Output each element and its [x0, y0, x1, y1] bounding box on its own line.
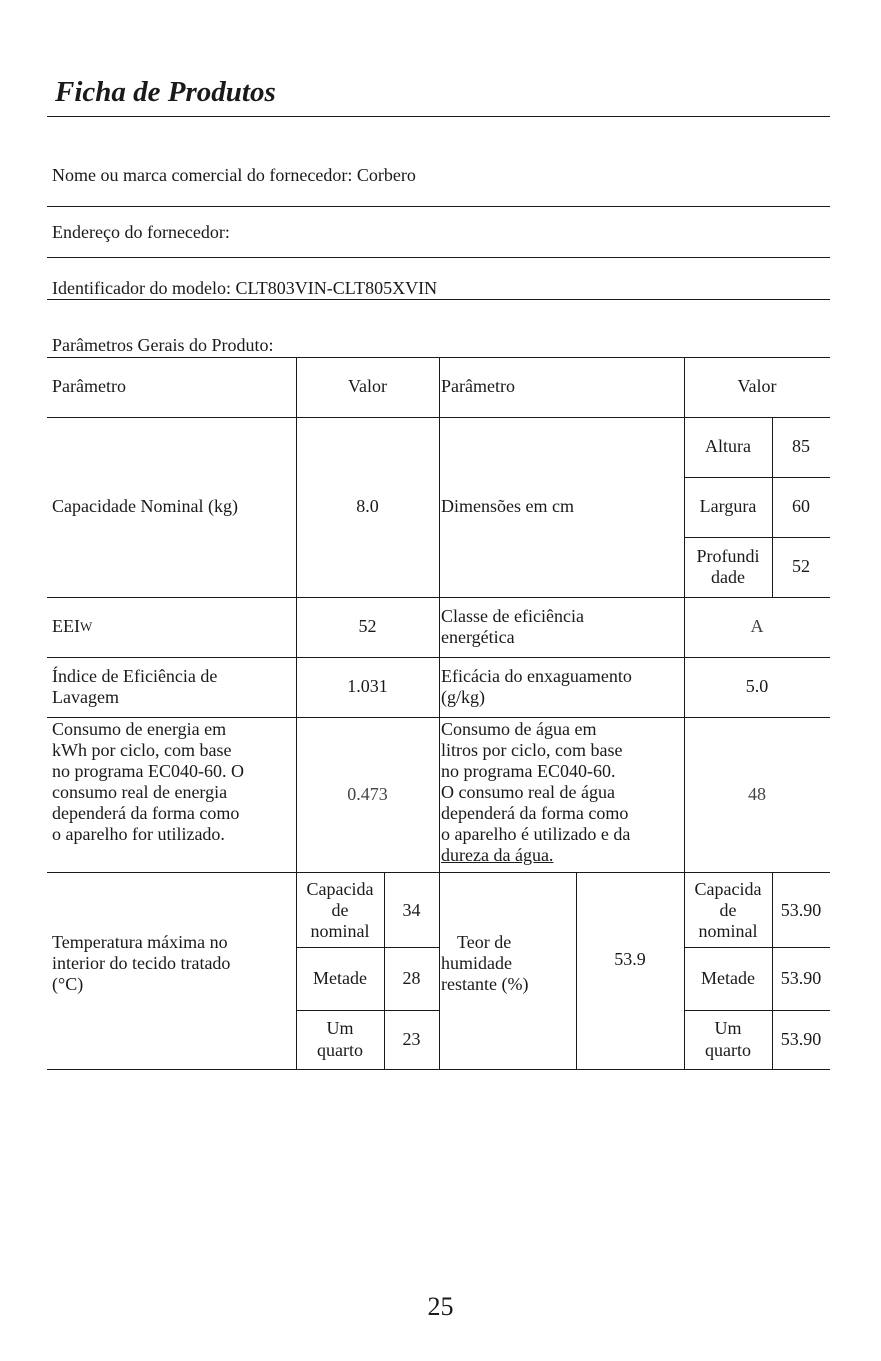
rinsing-effectiveness-label-line: Eficácia do enxaguamento	[441, 665, 632, 686]
moisture-quarter-label-line: quarto	[705, 1039, 751, 1060]
supplier-name: Nome ou marca comercial do fornecedor: Corbero	[52, 165, 416, 185]
rinsing-effectiveness-label-line: (g/kg)	[441, 687, 485, 707]
washing-efficiency-value: 1.031	[347, 676, 388, 697]
moisture-rated-label	[684, 874, 772, 947]
model-identifier: Identificador do modelo: CLT803VIN-CLT805XVIN	[52, 278, 438, 298]
washing-efficiency-label-line: Índice de Eficiência de	[52, 665, 218, 686]
temp-rated-value: 34	[402, 899, 421, 920]
energy-consumption-line: Consumo de energia em	[52, 719, 227, 739]
eeiw-label	[52, 597, 292, 657]
depth-value: 52	[792, 556, 810, 577]
water-consumption-line: dependerá da forma como	[441, 803, 629, 823]
moisture-label	[441, 930, 575, 996]
depth-label-line: Profundi	[696, 545, 760, 566]
water-consumption-line: no programa EC040-60.	[441, 761, 616, 781]
rinsing-effectiveness-value: 5.0	[745, 676, 769, 697]
depth-label-line: dade	[711, 567, 745, 587]
dimensions-label: Dimensões em cm	[441, 496, 574, 517]
energy-consumption-line: no programa EC040-60. O	[52, 761, 244, 781]
depth-label	[684, 537, 772, 597]
energy-class-label-line: energética	[441, 627, 515, 647]
height-value: 85	[792, 436, 810, 457]
max-temperature-label-line: interior do tecido tratado	[52, 952, 231, 973]
moisture-rated-label-line: nominal	[698, 921, 758, 941]
energy-consumption-line: o aparelho for utilizado.	[52, 824, 225, 844]
title-rule	[47, 116, 830, 117]
divider	[47, 257, 830, 258]
rated-capacity-value: 8.0	[356, 496, 379, 517]
max-temperature-label	[52, 930, 292, 996]
width-value: 60	[792, 496, 810, 517]
washing-efficiency-label-line: Lavagem	[52, 687, 119, 707]
water-consumption-label	[441, 719, 683, 872]
temp-quarter-value: 23	[402, 1028, 421, 1049]
temp-quarter-label	[296, 1010, 384, 1069]
divider	[47, 299, 830, 300]
water-consumption-line: litros por ciclo, com base	[441, 740, 623, 760]
temp-rated-label-line: de	[331, 900, 349, 920]
eeiw-value: 52	[358, 616, 377, 637]
moisture-rated-value: 53.90	[780, 899, 822, 920]
temp-rated-label-line: nominal	[310, 921, 370, 941]
moisture-quarter-label	[684, 1010, 772, 1069]
temp-rated-label	[296, 874, 384, 947]
temp-half-label: Metade	[313, 967, 367, 988]
max-temperature-label-line: (°C)	[52, 973, 84, 994]
energy-class-label	[441, 597, 681, 657]
energy-consumption-line: kWh por ciclo, com base	[52, 740, 232, 760]
moisture-half-value: 53.90	[780, 967, 822, 988]
energy-class-value: A	[750, 616, 764, 637]
washing-efficiency-label	[52, 657, 292, 717]
height-label: Altura	[705, 436, 751, 457]
energy-consumption-value: 0.473	[347, 783, 388, 804]
moisture-rated-label-line: de	[719, 900, 737, 920]
section-label: Parâmetros Gerais do Produto:	[52, 335, 274, 355]
moisture-value: 53.9	[614, 949, 646, 970]
moisture-rated-label-line: Capacida	[694, 879, 762, 899]
energy-consumption-line: consumo real de energia	[52, 782, 228, 802]
header-parameter-2: Parâmetro	[441, 376, 515, 397]
header-value-2: Valor	[737, 376, 777, 397]
table-rule	[47, 1069, 830, 1070]
moisture-label-line: humidade	[441, 952, 512, 973]
page-number: 25	[427, 1292, 454, 1321]
temp-quarter-label-line: Um	[326, 1018, 354, 1038]
temp-half-value: 28	[402, 967, 421, 988]
divider	[47, 206, 830, 207]
width-label: Largura	[699, 496, 757, 517]
rated-capacity-label: Capacidade Nominal (kg)	[52, 496, 238, 517]
water-consumption-line: dureza da água.	[441, 845, 554, 865]
temp-quarter-label-line: quarto	[317, 1039, 363, 1060]
eeiw-label-text: EEI	[52, 616, 80, 637]
moisture-label-line: Teor de	[457, 931, 512, 952]
water-consumption-line: o aparelho é utilizado e da	[441, 824, 631, 844]
temp-rated-label-line: Capacida	[306, 879, 374, 899]
water-consumption-line: Consumo de água em	[441, 719, 597, 739]
moisture-quarter-label-line: Um	[714, 1018, 742, 1038]
energy-consumption-label	[52, 719, 292, 845]
moisture-quarter-value: 53.90	[780, 1028, 822, 1049]
page-title: Ficha de Produtos	[55, 76, 276, 108]
table-col-line	[439, 357, 440, 1069]
max-temperature-label-line: Temperatura máxima no	[52, 931, 228, 952]
header-value-1: Valor	[348, 376, 387, 397]
supplier-address: Endereço do fornecedor:	[52, 222, 230, 242]
water-consumption-line: O consumo real de água	[441, 782, 615, 802]
moisture-half-label: Metade	[701, 967, 755, 988]
header-parameter-1: Parâmetro	[52, 376, 126, 397]
energy-consumption-line: dependerá da forma como	[52, 803, 240, 823]
water-consumption-value: 48	[748, 783, 766, 804]
energy-class-label-line: Classe de eficiência	[441, 605, 584, 626]
eeiw-label-subscript: W	[79, 619, 93, 635]
rinsing-effectiveness-label	[441, 657, 681, 717]
moisture-label-line: restante (%)	[441, 973, 529, 994]
